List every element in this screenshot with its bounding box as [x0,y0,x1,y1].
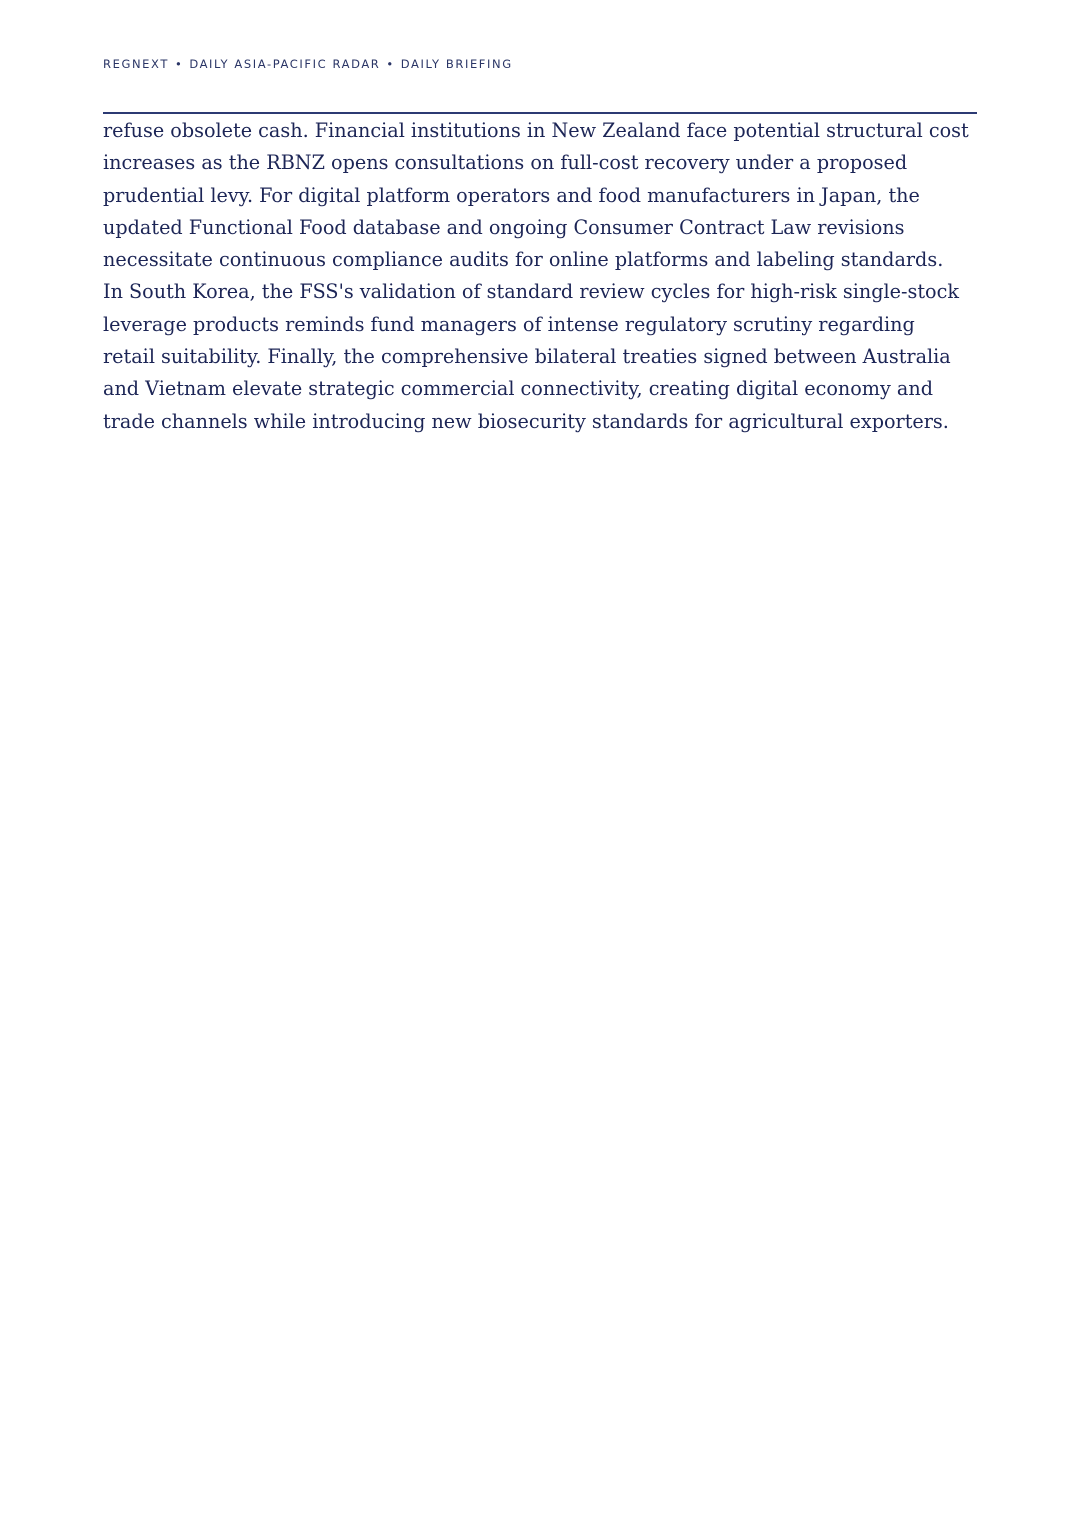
header-section: DAILY BRIEFING [400,57,513,71]
paragraph-line: refuse obsolete cash. Financial institutions in New Zealand face potential structural cost [103,119,969,142]
paragraph-line: retail suitability. Finally, the comprehensive bilateral treaties signed between Australia [103,345,951,369]
paragraph-line: prudential levy. For digital platform operators and food manufacturers in Japan, the [103,183,920,207]
header-publication: DAILY ASIA-PACIFIC RADAR [189,57,381,71]
header-divider [103,112,977,114]
paragraph-line: trade channels while introducing new biosecurity standards for agricultural exporters. [103,409,949,433]
paragraph-line: updated Functional Food database and ongoing Consumer Contract Law revisions [103,215,905,239]
header-separator: • [386,57,395,71]
paragraph-line: leverage products reminds fund managers of intense regulatory scrutiny regarding [103,312,915,336]
header-separator: • [174,57,184,71]
header-brand: REGNEXT [103,57,169,71]
paragraph-line: and Vietnam elevate strategic commercial connectivity, creating digital economy and [103,377,933,401]
document-page [103,0,977,1528]
body-paragraph [103,115,977,438]
paragraph-line: In South Korea, the FSS's validation of standard review cycles for high-risk single-stock [103,280,959,304]
paragraph-line: necessitate continuous compliance audits for online platforms and labeling standards. [103,248,944,272]
paragraph-line: increases as the RBNZ opens consultations on full-cost recovery under a proposed [103,151,908,175]
running-header [103,57,513,71]
